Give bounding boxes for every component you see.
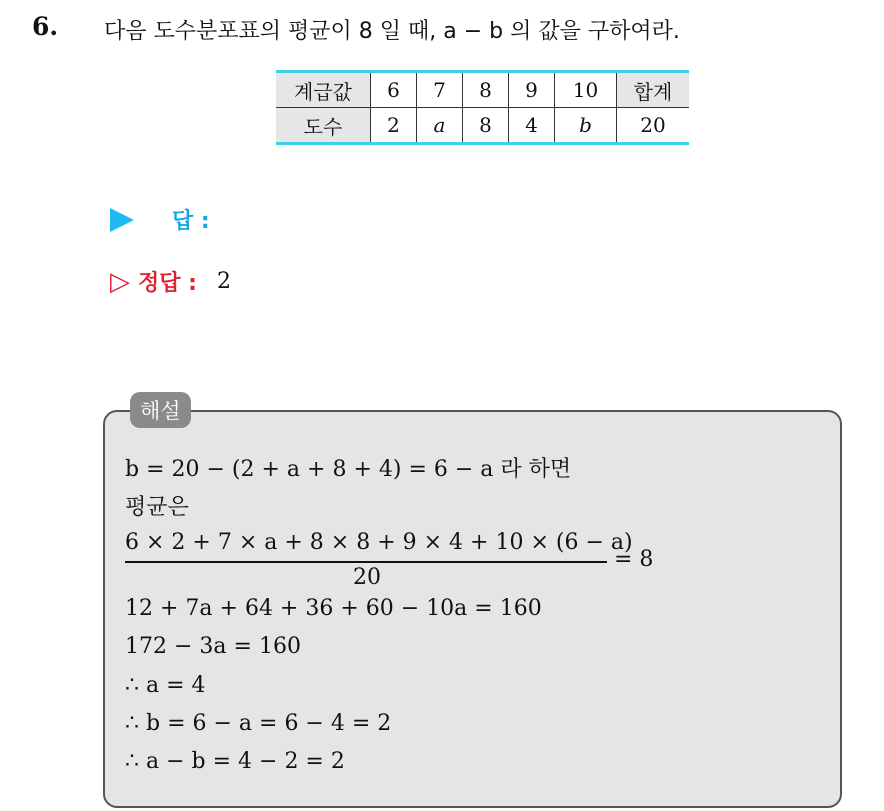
fraction-numerator: 6 × 2 + 7 × a + 8 × 8 + 9 × 4 + 10 × (6 − a) xyxy=(125,530,633,555)
play-triangle-icon xyxy=(110,208,134,232)
solution-line-1-math: b = 20 − (2 + a + 8 + 4) = 6 − a xyxy=(125,457,494,482)
correct-answer-label: 정답 : xyxy=(138,271,197,296)
correct-answer-value: 2 xyxy=(216,269,231,294)
solution-tag: 해설 xyxy=(130,392,191,428)
solution-line-8: ∴ a − b = 4 − 2 = 2 xyxy=(125,749,345,774)
table-cell: 2 xyxy=(371,108,417,144)
table-header-cell: 합계 xyxy=(617,72,690,108)
solution-line-2: 평균은 xyxy=(125,495,189,520)
fraction-bar xyxy=(125,561,607,563)
table-cell: 8 xyxy=(463,72,509,108)
table-cell: a xyxy=(417,108,463,144)
table-cell: 10 xyxy=(555,72,617,108)
table-cell: 20 xyxy=(617,108,690,144)
table-cell: b xyxy=(555,108,617,144)
question-number: 6. xyxy=(32,12,59,41)
solution-line-1-text: 라 하면 xyxy=(500,457,572,482)
table-cell: 9 xyxy=(509,72,555,108)
frequency-table xyxy=(276,70,689,145)
table-header-cell: 계급값 xyxy=(276,72,371,108)
solution-line-7: ∴ b = 6 − a = 6 − 4 = 2 xyxy=(125,711,392,736)
solution-line-6: ∴ a = 4 xyxy=(125,673,206,698)
answer-row xyxy=(110,204,210,235)
question-text: 다음 도수분포표의 평균이 8 일 때, a − b 의 값을 구하여라. xyxy=(104,19,680,44)
table-cell: 4 xyxy=(509,108,555,144)
table-row-frequencies xyxy=(276,108,689,144)
solution-line-1 xyxy=(125,452,571,483)
outline-triangle-icon: ▷ xyxy=(110,266,130,297)
table-cell: 8 xyxy=(463,108,509,144)
solution-line-4: 12 + 7a + 64 + 36 + 60 − 10a = 160 xyxy=(125,596,542,621)
table-cell: 7 xyxy=(417,72,463,108)
fraction-rhs: = 8 xyxy=(614,547,654,572)
correct-answer-row xyxy=(110,266,231,297)
solution-line-5: 172 − 3a = 160 xyxy=(125,634,301,659)
table-header-cell: 도수 xyxy=(276,108,371,144)
table-cell: 6 xyxy=(371,72,417,108)
fraction-denominator: 20 xyxy=(353,565,381,590)
answer-label: 답 : xyxy=(172,209,210,234)
table-row-class-values xyxy=(276,72,689,108)
